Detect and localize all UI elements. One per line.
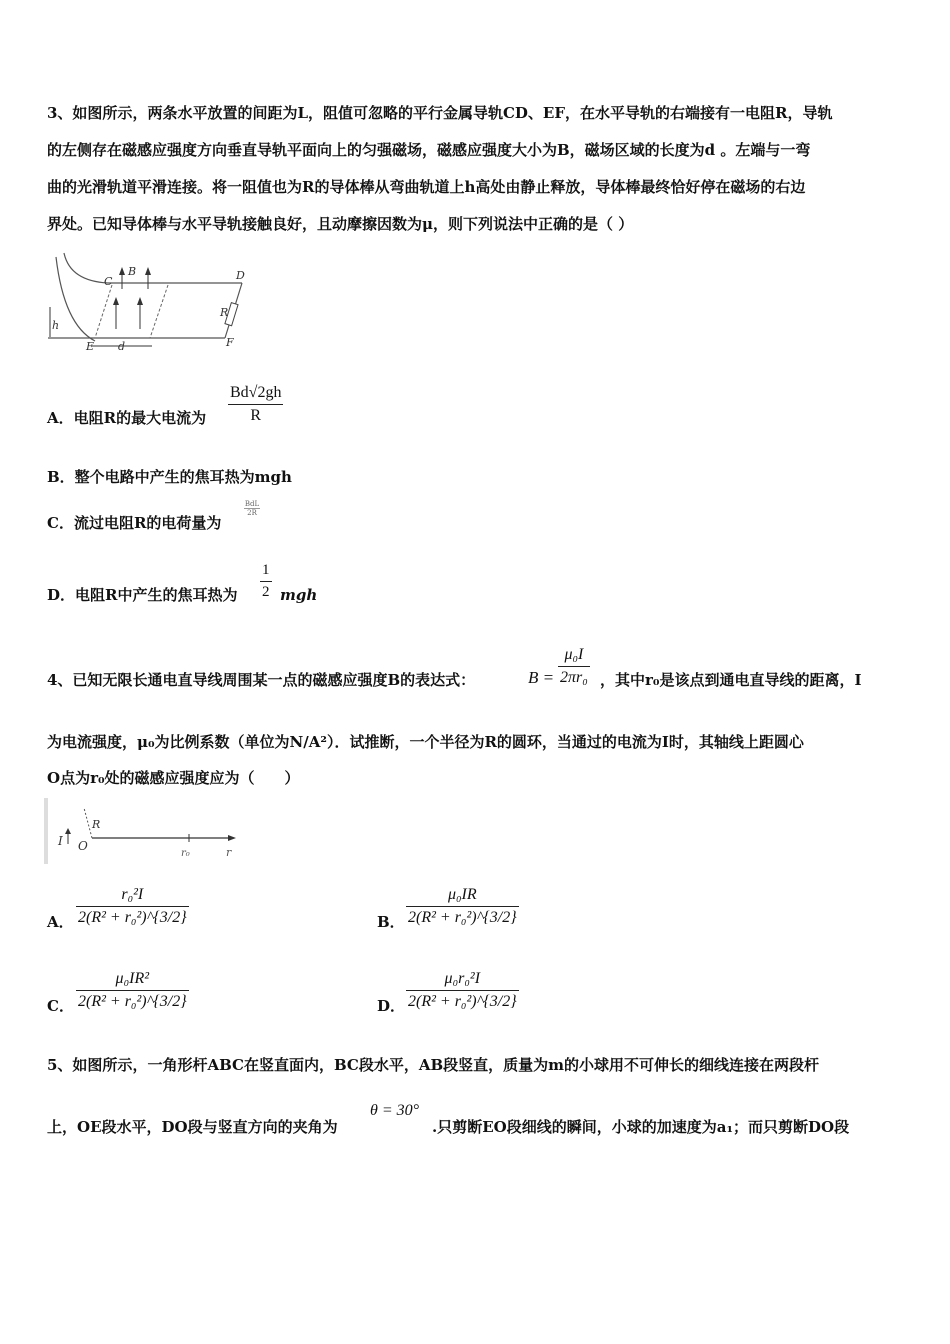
label-i: I (58, 834, 63, 848)
q4-option-b[interactable]: B． (377, 913, 405, 931)
q3-option-a-fraction (228, 384, 283, 425)
q4-line-3: O点为r₀处的磁感应强度应为（ ） (47, 769, 300, 787)
q5-line-1: 5、如图所示，一角形杆ABC在竖直面内，BC段水平，AB段竖直，质量为m的小球用不可伸长的细线连接在两段杆 (47, 1056, 820, 1074)
q4-option-c-numerator: μ₀IR² (115, 970, 150, 987)
q4-option-d-denominator: 2(R² + r₀²)^{3/2} (406, 990, 519, 1011)
q4-option-a[interactable]: A． (47, 913, 74, 931)
q4-formula-denominator: 2πr₀ (558, 666, 590, 687)
q4-line-1-start: 4、已知无限长通电直导线周围某一点的磁感应强度B的表达式： (47, 671, 476, 689)
q3-line-3: 曲的光滑轨道平滑连接。将一阻值也为R的导体棒从弯曲轨道上h高处由静止释放，导体棒最终恰好停在磁场的右边 (47, 178, 806, 196)
axis-arrow (228, 835, 236, 841)
q3-line-2: 的左侧存在磁感应强度方向垂直导轨平面向上的匀强磁场，磁感应强度大小为B，磁场区域的长度为d 。左端与一弯 (47, 141, 811, 159)
label-c: C (104, 275, 113, 288)
label-r0: r₀ (181, 848, 190, 859)
label-r-axis: r (226, 846, 232, 859)
figure-margin-bar (44, 798, 48, 864)
q4-option-b-numerator: μ₀IR (447, 886, 477, 903)
radius-line (84, 808, 92, 838)
q4-option-c-fraction (76, 970, 189, 1011)
label-f: F (226, 336, 234, 349)
q4-option-a-denominator: 2(R² + r₀²)^{3/2} (76, 906, 189, 927)
q3-option-d-denominator: 2 (260, 581, 272, 601)
field-left-boundary (95, 285, 112, 338)
q4-line-1-end: ，其中r₀是该点到通电直导线的距离，I (600, 671, 862, 689)
q4-option-b-denominator: 2(R² + r₀²)^{3/2} (406, 906, 519, 927)
curved-track-lower (56, 257, 95, 341)
q5-line-2-end: .只剪断EO段细线的瞬间，小球的加速度为a₁；而只剪断DO段 (432, 1118, 850, 1136)
label-d-point: D (236, 269, 245, 282)
q4-formula-numerator: μ₀I (564, 646, 584, 663)
q4-option-a-numerator: r₀²I (121, 886, 144, 903)
label-r: R (220, 306, 229, 319)
q3-line-4: 界处。已知导体棒与水平导轨接触良好，且动摩擦因数为μ，则下列说法中正确的是（ ） (47, 215, 634, 233)
curved-track-upper (64, 253, 108, 283)
field-right-boundary (150, 285, 168, 338)
q3-option-c[interactable]: C．流过电阻R的电荷量为 (47, 514, 222, 532)
q3-option-a-numerator: Bd√2gh (230, 384, 282, 401)
q4-ring-axis-figure (44, 798, 244, 866)
q3-option-d-numerator: 1 (262, 562, 270, 578)
q4-line-2: 为电流强度，μ₀为比例系数（单位为N/A²）．试推断，一个半径为R的圆环，当通过的电流为I时，其轴线上距圆心 (47, 733, 804, 751)
q3-option-c-numerator: BdL (244, 500, 260, 508)
q3-option-d-fraction (260, 562, 272, 601)
q3-option-c-denominator: 2R (244, 508, 260, 517)
q4-option-a-fraction (76, 886, 189, 927)
q5-line-2-start: 上，OE段水平，DO段与竖直方向的夹角为 (47, 1118, 338, 1136)
label-h: h (52, 319, 60, 332)
q4-option-d-fraction (406, 970, 519, 1011)
q4-option-d[interactable]: D． (377, 997, 406, 1015)
label-o: O (78, 839, 88, 853)
q3-line-1: 3、如图所示，两条水平放置的间距为L，阻值可忽略的平行金属导轨CD、EF，在水平导轨的右端接有一电阻R，导轨 (47, 104, 833, 122)
q3-option-a[interactable]: A．电阻R的最大电流为 (47, 409, 207, 427)
q5-angle: θ = 30° (370, 1102, 420, 1119)
q3-option-a-denominator: R (228, 404, 283, 425)
q3-option-d-tail: mgh (280, 586, 318, 604)
q4-formula-lhs: B = (528, 668, 555, 687)
q4-option-b-fraction (406, 886, 519, 927)
label-big-r: R (92, 818, 101, 831)
label-d-length: d (118, 340, 126, 353)
q4-option-c-denominator: 2(R² + r₀²)^{3/2} (76, 990, 189, 1011)
q4-option-c[interactable]: C． (47, 997, 74, 1015)
q4-formula-fraction (558, 646, 590, 687)
q3-option-c-fraction (244, 500, 260, 517)
q3-option-b[interactable]: B．整个电路中产生的焦耳热为mgh (47, 468, 292, 486)
q3-rail-figure (40, 245, 260, 355)
q4-option-d-numerator: μ₀r₀²I (444, 970, 481, 987)
label-e: E (86, 340, 95, 353)
q3-option-d[interactable]: D．电阻R中产生的焦耳热为 (47, 586, 238, 604)
label-b: B (128, 265, 137, 278)
